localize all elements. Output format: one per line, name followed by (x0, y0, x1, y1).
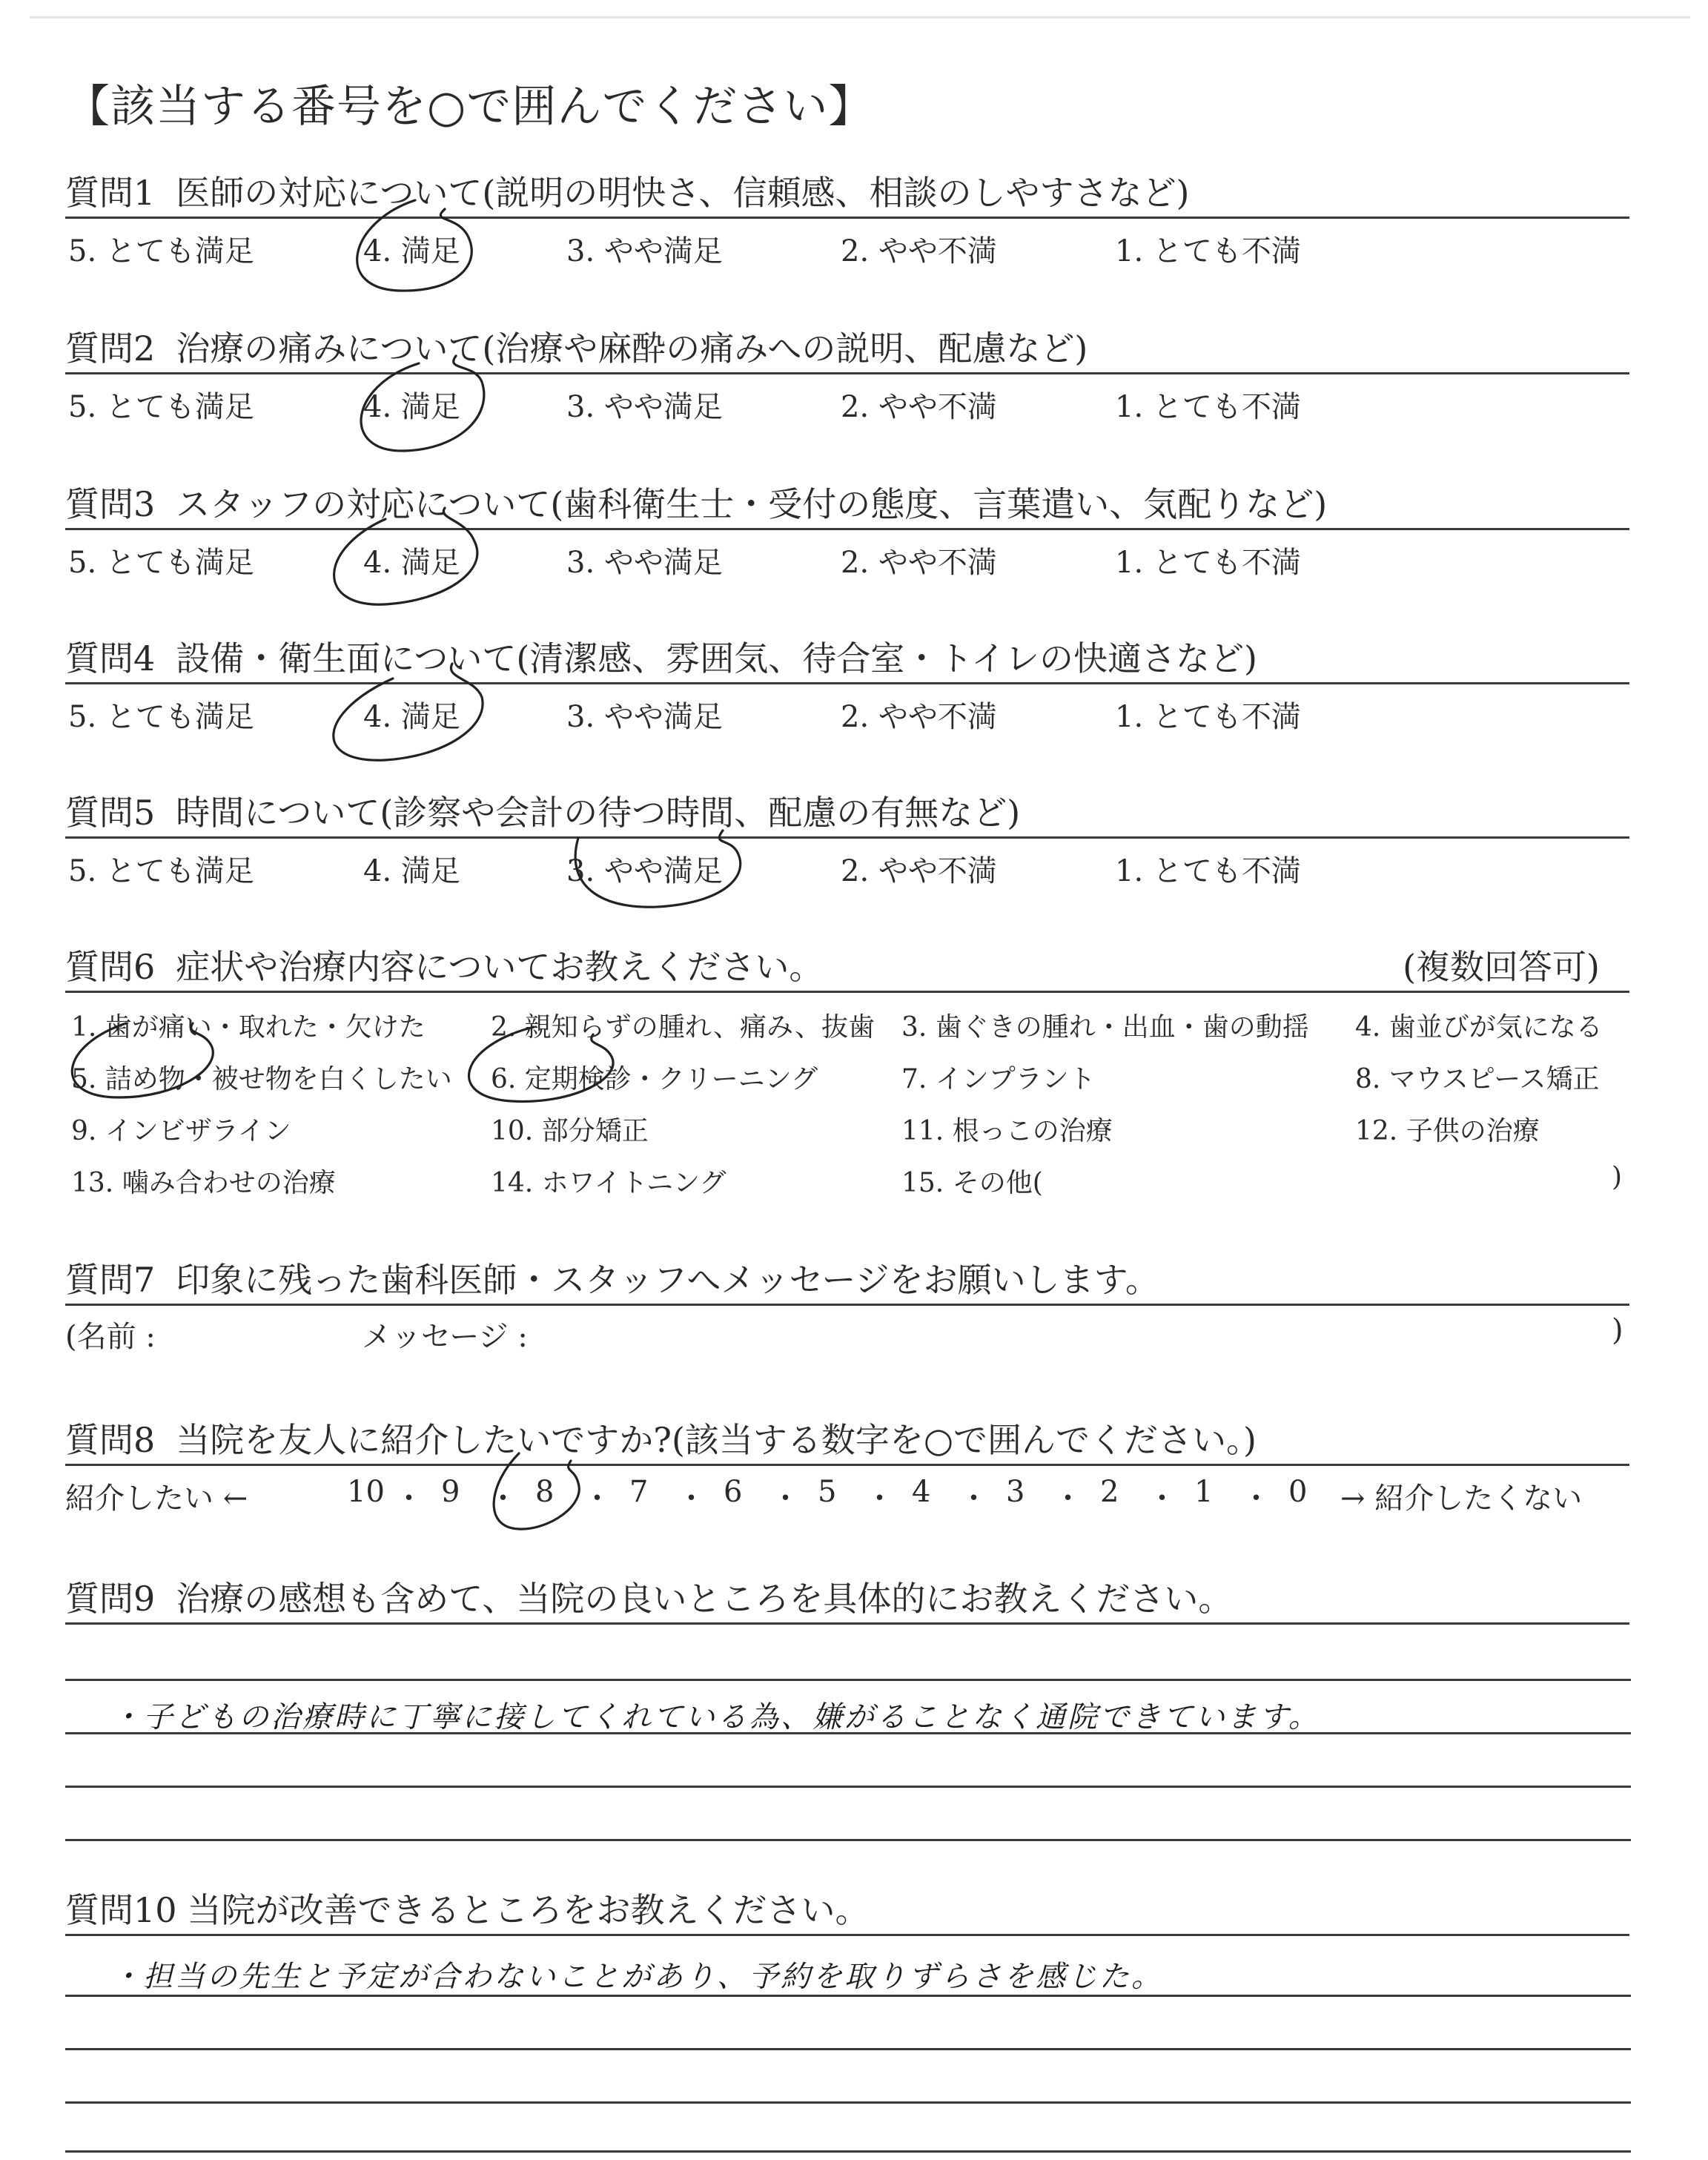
option-2[interactable]: 2. やや不満 (841, 700, 997, 734)
scale-right-label: → 紹介したくない (1340, 1482, 1583, 1516)
question-number: 質問4 (65, 638, 156, 678)
option-4[interactable]: 4. 満足 (363, 854, 460, 888)
option-1[interactable]: 1. とても不満 (1115, 234, 1301, 268)
option-3[interactable]: 3. やや満足 (566, 234, 723, 268)
scale-separator: ・ (959, 1482, 989, 1516)
question-number: 質問5 (65, 793, 156, 833)
scale-value-6[interactable]: 6 (724, 1475, 743, 1509)
scale-value-7[interactable]: 7 (629, 1475, 649, 1509)
scale-value-10[interactable]: 10 (347, 1475, 385, 1509)
multiple-answers-note: (複数回答可) (1403, 947, 1600, 987)
option-4[interactable]: 4. 満足 (363, 546, 460, 580)
scale-separator: ・ (488, 1482, 518, 1516)
question-text: 症状や治療内容についてお教えください。 (176, 947, 824, 987)
treatment-option[interactable]: 14. ホワイトニング (491, 1168, 726, 1198)
treatment-option[interactable]: 11. 根っこの治療 (901, 1116, 1113, 1146)
option-5[interactable]: 5. とても満足 (68, 854, 254, 888)
question-text: スタッフの対応について(歯科衛生士・受付の態度、言葉遣い、気配りなど) (176, 484, 1328, 524)
treatment-option-other[interactable]: 15. その他( (901, 1168, 1043, 1198)
scale-separator: ・ (1241, 1482, 1271, 1516)
treatment-option[interactable]: 5. 詰め物・被せ物を白くしたい (71, 1064, 452, 1094)
option-5[interactable]: 5. とても満足 (68, 390, 254, 424)
scale-separator: ・ (582, 1482, 612, 1516)
option-5[interactable]: 5. とても満足 (68, 546, 254, 580)
treatment-option[interactable]: 2. 親知らずの腫れ、痛み、抜歯 (491, 1012, 875, 1043)
treatment-option[interactable]: 13. 噛み合わせの治療 (71, 1168, 336, 1198)
option-2[interactable]: 2. やや不満 (841, 854, 997, 888)
question-number: 質問6 (65, 947, 156, 987)
scale-separator: ・ (394, 1482, 424, 1516)
treatment-option[interactable]: 12. 子供の治療 (1355, 1116, 1540, 1146)
option-5[interactable]: 5. とても満足 (68, 234, 254, 268)
scale-separator: ・ (1147, 1482, 1177, 1516)
selection-circle-q3 (334, 508, 477, 604)
selection-circle-q2 (361, 356, 484, 451)
question-number: 質問2 (65, 328, 156, 369)
scale-value-1[interactable]: 1 (1194, 1475, 1214, 1509)
option-5[interactable]: 5. とても満足 (68, 700, 254, 734)
scale-value-0[interactable]: 0 (1288, 1475, 1308, 1509)
selection-circle-q1 (357, 200, 472, 291)
question-number: 質問8 (65, 1420, 156, 1460)
scale-separator: ・ (864, 1482, 895, 1516)
scale-value-8[interactable]: 8 (535, 1475, 555, 1509)
option-4[interactable]: 4. 満足 (363, 390, 460, 424)
scale-value-4[interactable]: 4 (912, 1475, 931, 1509)
question-number: 質問9 (65, 1579, 156, 1619)
treatment-option[interactable]: 3. 歯ぐきの腫れ・出血・歯の動揺 (901, 1012, 1309, 1043)
handwritten-answer-good-points: ・子どもの治療時に丁寧に接してくれている為、嫌がることなく通院できています。 (111, 1700, 1320, 1734)
message-close-paren: ) (1612, 1313, 1623, 1347)
question-text: 医師の対応について(説明の明快さ、信頼感、相談のしやすさなど) (176, 173, 1190, 213)
scale-left-label: 紹介したい ← (65, 1482, 248, 1516)
option-2[interactable]: 2. やや不満 (841, 546, 997, 580)
selection-circle-q8 (494, 1453, 579, 1529)
scale-separator: ・ (1053, 1482, 1083, 1516)
scale-value-2[interactable]: 2 (1100, 1475, 1119, 1509)
scale-value-5[interactable]: 5 (818, 1475, 837, 1509)
question-text: 設備・衛生面について(清潔感、雰囲気、待合室・トイレの快適さなど) (176, 638, 1257, 678)
question-text: 当院を友人に紹介したいですか?(該当する数字を○で囲んでください。) (176, 1420, 1257, 1460)
name-label: (名前 : (65, 1320, 156, 1354)
selection-circle-q4 (334, 664, 483, 760)
scale-value-3[interactable]: 3 (1006, 1475, 1025, 1509)
option-3[interactable]: 3. やや満足 (566, 700, 723, 734)
scale-separator: ・ (676, 1482, 706, 1516)
question-number: 質問3 (65, 484, 156, 524)
question-text: 治療の感想も含めて、当院の良いところを具体的にお教えください。 (176, 1579, 1233, 1619)
treatment-option[interactable]: 1. 歯が痛い・取れた・欠けた (71, 1012, 426, 1043)
question-number: 質問1 (65, 173, 156, 213)
handwritten-answer-improvements: ・担当の先生と予定が合わないことがあり、予約を取りずらさを感じた。 (111, 1960, 1163, 1994)
scale-separator: ・ (770, 1482, 801, 1516)
message-label: メッセージ : (362, 1320, 528, 1354)
treatment-option[interactable]: 9. インビザライン (71, 1116, 291, 1146)
option-3[interactable]: 3. やや満足 (566, 390, 723, 424)
page-title: 【該当する番号を○で囲んでください】 (65, 81, 874, 133)
option-4[interactable]: 4. 満足 (363, 234, 460, 268)
treatment-option[interactable]: 4. 歯並びが気になる (1355, 1012, 1603, 1043)
treatment-option[interactable]: 6. 定期検診・クリーニング (491, 1064, 818, 1094)
other-close-paren: ) (1612, 1162, 1623, 1192)
question-text: 当院が改善できるところをお教えください。 (187, 1890, 870, 1930)
option-1[interactable]: 1. とても不満 (1115, 700, 1301, 734)
treatment-option[interactable]: 7. インプラント (901, 1064, 1096, 1094)
treatment-option[interactable]: 10. 部分矯正 (491, 1116, 649, 1146)
question-text: 時間について(診察や会計の待つ時間、配慮の有無など) (176, 793, 1021, 833)
selection-circle-q6-item6 (469, 1027, 614, 1101)
selection-circle-q5 (575, 830, 741, 907)
selection-circle-q6-item5 (72, 1023, 213, 1097)
question-text: 治療の痛みについて(治療や麻酔の痛みへの説明、配慮など) (176, 328, 1088, 369)
option-2[interactable]: 2. やや不満 (841, 234, 997, 268)
treatment-option[interactable]: 8. マウスピース矯正 (1355, 1064, 1600, 1094)
scale-value-9[interactable]: 9 (441, 1475, 460, 1509)
option-1[interactable]: 1. とても不満 (1115, 546, 1301, 580)
option-1[interactable]: 1. とても不満 (1115, 390, 1301, 424)
option-1[interactable]: 1. とても不満 (1115, 854, 1301, 888)
option-2[interactable]: 2. やや不満 (841, 390, 997, 424)
question-text: 印象に残った歯科医師・スタッフへメッセージをお願いします。 (176, 1260, 1159, 1300)
option-3[interactable]: 3. やや満足 (566, 546, 723, 580)
option-3[interactable]: 3. やや満足 (566, 854, 723, 888)
question-number: 質問7 (65, 1260, 156, 1300)
option-4[interactable]: 4. 満足 (363, 700, 460, 734)
question-number: 質問10 (65, 1890, 177, 1930)
